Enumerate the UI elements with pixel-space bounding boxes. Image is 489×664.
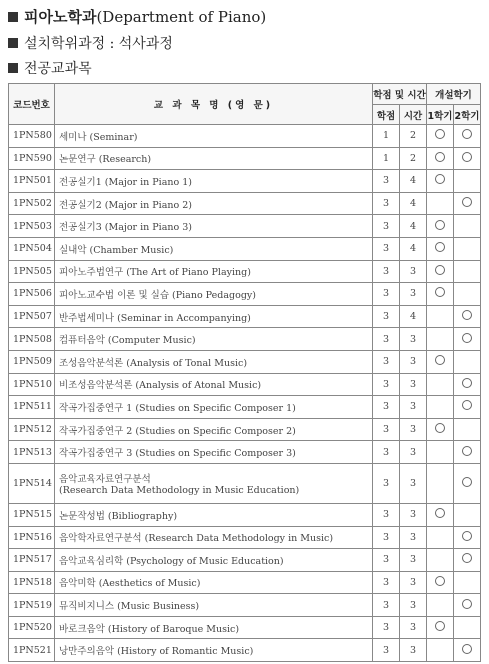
offered-sem1 [427, 350, 454, 373]
table-row [9, 571, 481, 594]
course-name [55, 418, 373, 441]
course-name-line: 바로크음악 (History of Baroque Music) [59, 623, 240, 635]
course-code: 1PN504 [9, 237, 55, 260]
course-code: 1PN509 [9, 350, 55, 373]
course-hours: 4 [400, 237, 427, 260]
offered-sem2 [454, 463, 481, 503]
course-name-line: 비조성음악분석론 (Analysis of Atonal Music) [59, 380, 262, 392]
offered-circle-icon [462, 477, 472, 487]
course-name-line: 음악교육자료연구분석 [59, 473, 151, 485]
course-credit: 1 [373, 125, 400, 148]
course-code: 1PN519 [9, 594, 55, 617]
course-credit: 3 [373, 350, 400, 373]
offered-sem1 [427, 237, 454, 260]
course-credit: 1 [373, 147, 400, 170]
offered-circle-icon [462, 333, 472, 343]
course-hours: 3 [400, 418, 427, 441]
offered-sem2 [454, 305, 481, 328]
offered-circle-icon [462, 310, 472, 320]
table-row [9, 418, 481, 441]
course-credit: 3 [373, 237, 400, 260]
course-code: 1PN513 [9, 441, 55, 464]
offered-sem1 [427, 418, 454, 441]
offered-circle-icon [462, 644, 472, 654]
offered-sem2 [454, 170, 481, 193]
offered-sem1 [427, 147, 454, 170]
course-name-line: 작곡가집중연구 1 (Studies on Specific Composer 1) [59, 402, 296, 414]
table-row [9, 305, 481, 328]
course-table [8, 83, 481, 662]
department-name-korean: 피아노학과 [24, 8, 97, 26]
course-code: 1PN521 [9, 639, 55, 662]
offered-sem1 [427, 441, 454, 464]
offered-sem2 [454, 441, 481, 464]
program-text: 설치학위과정 : 석사과정 [24, 36, 173, 52]
offered-sem2 [454, 350, 481, 373]
header-hours: 시간 [400, 105, 427, 125]
offered-circle-icon [435, 576, 445, 586]
offered-sem2 [454, 549, 481, 572]
courses-heading [8, 58, 92, 78]
offered-sem2 [454, 373, 481, 396]
offered-circle-icon [462, 378, 472, 388]
course-name [55, 147, 373, 170]
offered-circle-icon [462, 152, 472, 162]
course-name [55, 526, 373, 549]
offered-sem1 [427, 503, 454, 526]
course-code: 1PN511 [9, 396, 55, 419]
offered-circle-icon [435, 220, 445, 230]
course-code: 1PN520 [9, 616, 55, 639]
course-code: 1PN590 [9, 147, 55, 170]
course-code: 1PN501 [9, 170, 55, 193]
offered-sem2 [454, 192, 481, 215]
offered-sem2 [454, 237, 481, 260]
offered-sem1 [427, 396, 454, 419]
offered-sem2 [454, 503, 481, 526]
course-name [55, 639, 373, 662]
offered-sem1 [427, 215, 454, 238]
course-name-line: 논문연구 (Research) [59, 154, 152, 166]
course-credit: 3 [373, 526, 400, 549]
header-code: 코드번호 [9, 84, 55, 125]
course-name [55, 237, 373, 260]
header-sem2: 2학기 [454, 105, 481, 125]
course-name [55, 125, 373, 148]
offered-circle-icon [462, 129, 472, 139]
course-credit: 3 [373, 215, 400, 238]
offered-sem1 [427, 283, 454, 306]
course-name-line: 음악학자료연구분석 (Research Data Methodology in Music) [59, 533, 334, 545]
offered-sem1 [427, 192, 454, 215]
offered-sem2 [454, 260, 481, 283]
offered-sem1 [427, 305, 454, 328]
course-name [55, 396, 373, 419]
course-code: 1PN580 [9, 125, 55, 148]
table-row [9, 125, 481, 148]
offered-sem2 [454, 328, 481, 351]
table-row [9, 283, 481, 306]
offered-sem1 [427, 373, 454, 396]
course-name-line: 피아노교수법 이론 및 실습 (Piano Pedagogy) [59, 289, 256, 301]
course-code: 1PN516 [9, 526, 55, 549]
course-name-line: 피아노주법연구 (The Art of Piano Playing) [59, 267, 251, 279]
offered-sem1 [427, 526, 454, 549]
course-credit: 3 [373, 170, 400, 193]
course-name-line: 전공실기2 (Major in Piano 2) [59, 199, 192, 211]
course-hours: 3 [400, 526, 427, 549]
course-code: 1PN508 [9, 328, 55, 351]
offered-sem2 [454, 396, 481, 419]
course-hours: 3 [400, 639, 427, 662]
course-name-line: 낭만주의음악 (History of Romantic Music) [59, 646, 254, 658]
offered-circle-icon [435, 508, 445, 518]
course-credit: 3 [373, 571, 400, 594]
course-hours: 2 [400, 147, 427, 170]
course-code: 1PN515 [9, 503, 55, 526]
course-credit: 3 [373, 616, 400, 639]
offered-sem2 [454, 215, 481, 238]
table-row [9, 170, 481, 193]
department-name-english: (Department of Piano) [96, 8, 267, 26]
course-name [55, 170, 373, 193]
course-name [55, 616, 373, 639]
course-hours: 3 [400, 549, 427, 572]
course-hours: 3 [400, 260, 427, 283]
table-row [9, 463, 481, 503]
course-code: 1PN512 [9, 418, 55, 441]
course-name [55, 463, 373, 503]
offered-sem2 [454, 125, 481, 148]
course-table-body [9, 125, 481, 662]
offered-circle-icon [435, 355, 445, 365]
offered-sem2 [454, 639, 481, 662]
offered-sem1 [427, 616, 454, 639]
offered-sem1 [427, 549, 454, 572]
course-name-line: 조성음악분석론 (Analysis of Tonal Music) [59, 357, 248, 369]
course-name-line: 논문작성법 (Bibliography) [59, 510, 178, 522]
course-hours: 3 [400, 328, 427, 351]
course-hours: 3 [400, 463, 427, 503]
header-sem1: 1학기 [427, 105, 454, 125]
table-row [9, 260, 481, 283]
course-credit: 3 [373, 373, 400, 396]
offered-circle-icon [462, 531, 472, 541]
course-code: 1PN502 [9, 192, 55, 215]
table-row [9, 147, 481, 170]
course-name-line: 음악미학 (Aesthetics of Music) [59, 578, 201, 590]
course-credit: 3 [373, 260, 400, 283]
course-name [55, 350, 373, 373]
square-bullet-icon [8, 63, 18, 73]
course-name [55, 594, 373, 617]
offered-sem2 [454, 147, 481, 170]
course-code: 1PN505 [9, 260, 55, 283]
offered-sem1 [427, 170, 454, 193]
offered-sem2 [454, 418, 481, 441]
offered-sem2 [454, 283, 481, 306]
course-code: 1PN514 [9, 463, 55, 503]
course-name [55, 441, 373, 464]
offered-sem2 [454, 594, 481, 617]
course-name [55, 328, 373, 351]
offered-sem1 [427, 594, 454, 617]
offered-circle-icon [435, 152, 445, 162]
offered-sem1 [427, 328, 454, 351]
course-name [55, 215, 373, 238]
offered-sem2 [454, 571, 481, 594]
offered-sem2 [454, 616, 481, 639]
course-credit: 3 [373, 503, 400, 526]
course-hours: 3 [400, 616, 427, 639]
table-row [9, 373, 481, 396]
offered-circle-icon [462, 599, 472, 609]
course-credit: 3 [373, 639, 400, 662]
course-hours: 4 [400, 305, 427, 328]
course-credit: 3 [373, 463, 400, 503]
offered-circle-icon [435, 265, 445, 275]
course-name [55, 305, 373, 328]
offered-circle-icon [462, 553, 472, 563]
header-course-name: 교 과 목 명 (영 문) [55, 84, 373, 125]
course-hours: 4 [400, 192, 427, 215]
table-row [9, 192, 481, 215]
square-bullet-icon [8, 38, 18, 48]
course-code: 1PN506 [9, 283, 55, 306]
course-name [55, 549, 373, 572]
course-code: 1PN510 [9, 373, 55, 396]
offered-sem1 [427, 260, 454, 283]
offered-circle-icon [462, 197, 472, 207]
course-hours: 3 [400, 350, 427, 373]
course-credit: 3 [373, 418, 400, 441]
department-heading [8, 6, 266, 27]
course-hours: 2 [400, 125, 427, 148]
course-hours: 3 [400, 283, 427, 306]
course-hours: 3 [400, 396, 427, 419]
course-hours: 4 [400, 215, 427, 238]
course-name [55, 192, 373, 215]
course-credit: 3 [373, 396, 400, 419]
square-bullet-icon [8, 12, 18, 22]
offered-circle-icon [462, 446, 472, 456]
table-row [9, 616, 481, 639]
course-credit: 3 [373, 549, 400, 572]
course-name-line: 뮤직비지니스 (Music Business) [59, 601, 200, 613]
table-row [9, 441, 481, 464]
table-row [9, 503, 481, 526]
course-name [55, 283, 373, 306]
offered-circle-icon [435, 287, 445, 297]
course-code: 1PN507 [9, 305, 55, 328]
course-name-line: 전공실기1 (Major in Piano 1) [59, 176, 192, 188]
course-credit: 3 [373, 305, 400, 328]
offered-sem2 [454, 526, 481, 549]
course-name [55, 260, 373, 283]
offered-circle-icon [435, 242, 445, 252]
course-code: 1PN517 [9, 549, 55, 572]
course-name-line: 세미나 (Seminar) [59, 131, 138, 143]
course-name [55, 373, 373, 396]
course-credit: 3 [373, 192, 400, 215]
offered-circle-icon [435, 174, 445, 184]
course-name-line: 음악교육심리학 (Psychology of Music Education) [59, 555, 284, 567]
header-semester: 개설학기 [427, 84, 481, 105]
course-hours: 3 [400, 594, 427, 617]
courses-text: 전공교과목 [24, 61, 92, 77]
course-name-line: 컴퓨터음악 (Computer Music) [59, 335, 196, 347]
offered-sem1 [427, 639, 454, 662]
course-hours: 3 [400, 373, 427, 396]
program-heading [8, 33, 173, 53]
course-credit: 3 [373, 441, 400, 464]
table-row [9, 396, 481, 419]
table-row [9, 526, 481, 549]
course-credit: 3 [373, 594, 400, 617]
table-row [9, 639, 481, 662]
table-row [9, 549, 481, 572]
course-name-line: 실내악 (Chamber Music) [59, 244, 174, 256]
course-hours: 4 [400, 170, 427, 193]
offered-circle-icon [435, 621, 445, 631]
table-row [9, 328, 481, 351]
course-hours: 3 [400, 571, 427, 594]
course-name-line: 반주법세미나 (Seminar in Accompanying) [59, 312, 251, 324]
table-row [9, 215, 481, 238]
offered-sem1 [427, 463, 454, 503]
header-credit: 학점 [373, 105, 400, 125]
course-name-line: 작곡가집중연구 2 (Studies on Specific Composer 2) [59, 425, 296, 437]
offered-sem1 [427, 125, 454, 148]
table-row [9, 350, 481, 373]
course-name [55, 503, 373, 526]
course-hours: 3 [400, 441, 427, 464]
offered-sem1 [427, 571, 454, 594]
offered-circle-icon [435, 129, 445, 139]
offered-circle-icon [462, 400, 472, 410]
offered-circle-icon [435, 423, 445, 433]
course-hours: 3 [400, 503, 427, 526]
course-name-line-2: (Research Data Methodology in Music Education) [59, 484, 300, 496]
course-code: 1PN518 [9, 571, 55, 594]
course-credit: 3 [373, 283, 400, 306]
table-row [9, 237, 481, 260]
course-code: 1PN503 [9, 215, 55, 238]
course-table-header [9, 84, 481, 125]
course-name [55, 571, 373, 594]
header-credits-hours: 학점 및 시간 [373, 84, 427, 105]
table-row [9, 594, 481, 617]
course-name-line: 전공실기3 (Major in Piano 3) [59, 222, 192, 234]
course-credit: 3 [373, 328, 400, 351]
course-name-line: 작곡가집중연구 3 (Studies on Specific Composer 3) [59, 448, 296, 460]
